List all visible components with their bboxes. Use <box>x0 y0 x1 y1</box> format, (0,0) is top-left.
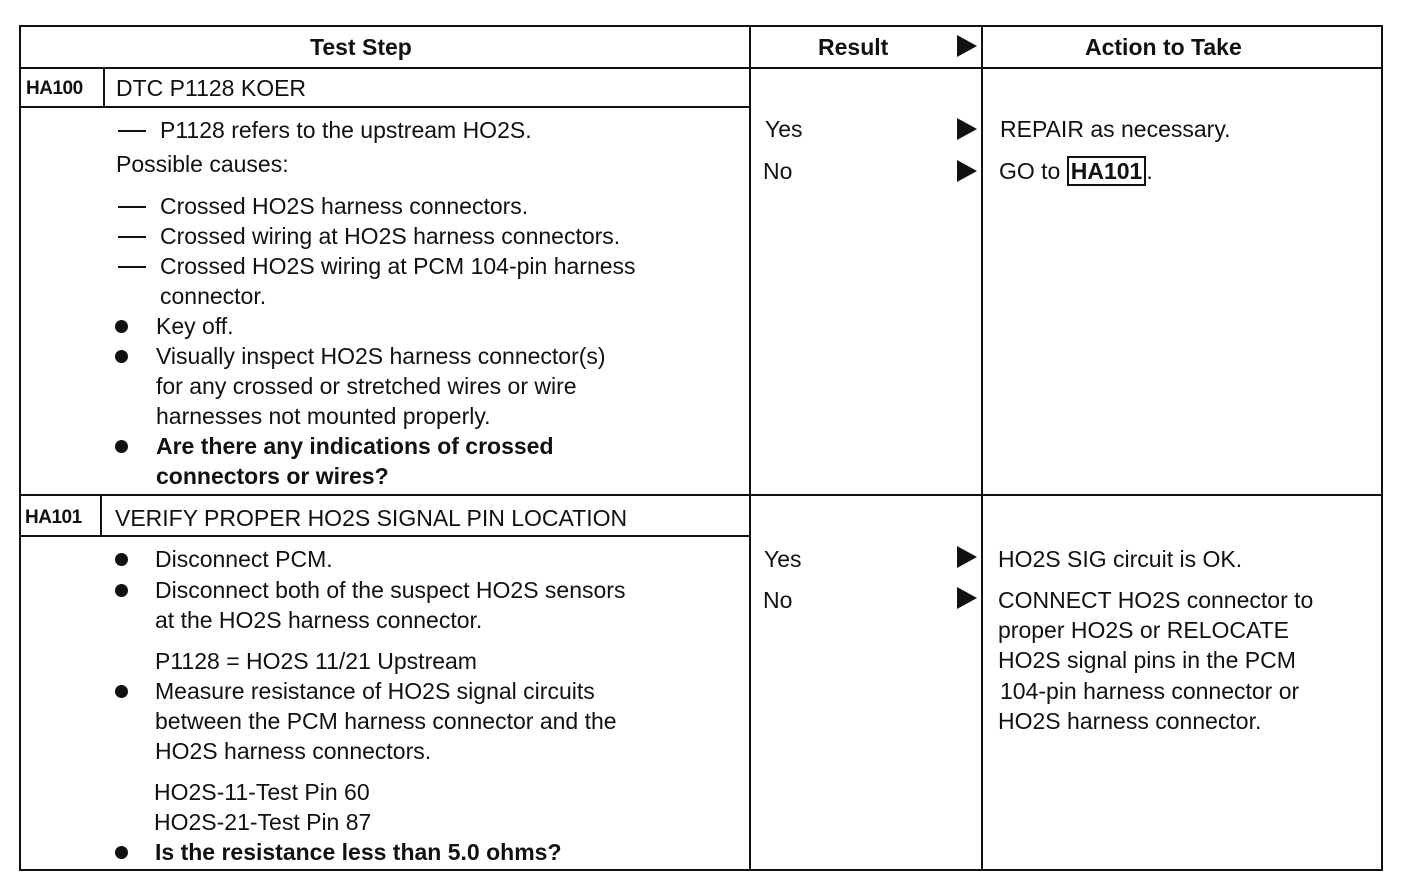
table-border-right <box>1381 25 1383 871</box>
step-line: Visually inspect HO2S harness connector(s) <box>156 343 606 369</box>
step-id-ha101: HA101 <box>25 507 82 528</box>
column-divider-result <box>749 25 751 871</box>
action-period: . <box>1146 158 1153 184</box>
result-no: No <box>763 587 793 613</box>
dash-icon <box>118 236 146 238</box>
step-line: HO2S-11-Test Pin 60 <box>154 779 370 805</box>
step-line: HO2S-21-Test Pin 87 <box>154 809 372 835</box>
table-border-bottom <box>19 869 1383 871</box>
arrow-icon <box>957 118 977 140</box>
step-line: P1128 refers to the upstream HO2S. <box>160 117 532 143</box>
action-text: HO2S harness connector. <box>998 708 1262 734</box>
header-result: Result <box>818 34 889 60</box>
bullet-icon <box>115 440 128 453</box>
step-link-ha101[interactable]: HA101 <box>1067 156 1147 186</box>
step-line: Measure resistance of HO2S signal circuits <box>155 678 595 704</box>
action-text <box>999 156 1153 186</box>
action-text: proper HO2S or RELOCATE <box>998 617 1290 643</box>
action-text: REPAIR as necessary. <box>1000 116 1231 142</box>
step-line: Crossed HO2S wiring at PCM 104-pin harness <box>160 253 636 279</box>
bullet-icon <box>115 320 128 333</box>
bullet-icon <box>115 846 128 859</box>
arrow-icon <box>957 546 977 568</box>
dash-icon <box>118 206 146 208</box>
step-line: between the PCM harness connector and the <box>155 708 617 734</box>
action-text: HO2S signal pins in the PCM <box>998 647 1296 673</box>
action-goto: GO to <box>999 158 1061 184</box>
step-line: Key off. <box>156 313 234 339</box>
step-line: Disconnect both of the suspect HO2S sensors <box>155 577 626 603</box>
arrow-icon <box>957 587 977 609</box>
step-id-ha100: HA100 <box>26 78 83 99</box>
bullet-icon <box>115 685 128 698</box>
bullet-icon <box>115 584 128 597</box>
step-title-underline-1 <box>19 106 751 108</box>
step-line: Crossed HO2S harness connectors. <box>160 193 529 219</box>
step-question: Are there any indications of crossed <box>156 433 554 459</box>
header-divider <box>19 67 1383 69</box>
header-action: Action to Take <box>1085 34 1242 60</box>
action-text: CONNECT HO2S connector to <box>998 587 1314 613</box>
step-line: Crossed wiring at HO2S harness connectors. <box>160 223 621 249</box>
step-question: Is the resistance less than 5.0 ohms? <box>155 839 562 865</box>
step-id-divider-1 <box>103 67 105 107</box>
bullet-icon <box>115 350 128 363</box>
step-line: HO2S harness connectors. <box>155 738 432 764</box>
result-yes: Yes <box>765 116 803 142</box>
step-line: harnesses not mounted properly. <box>156 403 491 429</box>
step-id-divider-2 <box>100 494 102 536</box>
dash-icon <box>118 266 146 268</box>
action-text: HO2S SIG circuit is OK. <box>998 546 1243 572</box>
result-no: No <box>763 158 793 184</box>
table-border-top <box>19 25 1383 27</box>
table-border-left <box>19 25 21 871</box>
header-arrow-icon <box>957 35 977 57</box>
step-line: Disconnect PCM. <box>155 546 333 572</box>
dash-icon <box>118 130 146 132</box>
step-line: connector. <box>160 283 267 309</box>
step-line: P1128 = HO2S 11/21 Upstream <box>155 648 477 674</box>
result-yes: Yes <box>764 546 802 572</box>
step-line: at the HO2S harness connector. <box>155 607 483 633</box>
arrow-icon <box>957 160 977 182</box>
step-line: for any crossed or stretched wires or wire <box>156 373 577 399</box>
bullet-icon <box>115 553 128 566</box>
header-test-step: Test Step <box>310 34 412 60</box>
step-title-ha101: VERIFY PROPER HO2S SIGNAL PIN LOCATION <box>115 505 628 531</box>
step-question: connectors or wires? <box>156 463 389 489</box>
step-line: Possible causes: <box>116 151 289 177</box>
action-text: 104-pin harness connector or <box>1000 678 1300 704</box>
column-divider-action <box>981 25 983 871</box>
row-divider <box>19 494 1383 496</box>
step-title-ha100: DTC P1128 KOER <box>116 75 307 101</box>
step-title-underline-2 <box>19 535 751 537</box>
